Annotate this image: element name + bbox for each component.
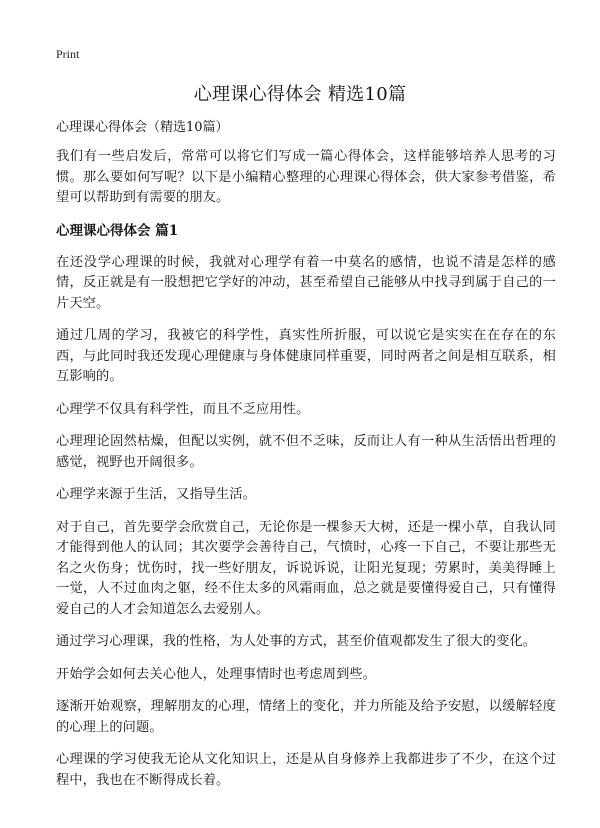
print-link[interactable]: Print bbox=[56, 47, 80, 61]
body-paragraph: 在还没学心理课的时候，我就对心理学有着一中莫名的感情，也说不清是怎样的感情，反正就是有一股想把它学好的冲动，甚至希望自己能够从中找寻到属于自己的一片天空。 bbox=[56, 254, 556, 311]
body-paragraph: 开始学会如何去关心他人，处理事情时也考虑周到些。 bbox=[56, 666, 377, 682]
body-paragraph: 心理学不仅具有科学性，而且不乏应用性。 bbox=[56, 401, 310, 417]
body-paragraph: 通过学习心理课，我的性格，为人处事的方式，甚至价值观都发生了很大的变化。 bbox=[56, 634, 537, 649]
intro-paragraph: 我们有一些启发后，常常可以将它们写成一篇心得体会，这样能够培养人思考的习惯。那么要如何写呢？以下是小编精心整理的心理课心得体会，供大家参考借鉴，希望可以帮助到有需要的朋友。 bbox=[56, 149, 556, 205]
document-body bbox=[56, 118, 556, 803]
document-title: 心理课心得体会 精选10篇 bbox=[193, 84, 407, 105]
body-paragraph: 通过几周的学习，我被它的科学性，真实性所折服，可以说它是实实在在存在的东西，与此同时我还发现心理健康与身体健康同样重要，同时两者之间是相互联系，相互影响的。 bbox=[56, 328, 556, 384]
body-paragraph: 心理理论固然枯燥，但配以实例，就不但不乏味，反而让人有一种从生活悟出哲理的感觉，视野也开阔很多。 bbox=[56, 434, 556, 470]
body-paragraph: 逐渐开始观察，理解朋友的心理，情绪上的变化，并力所能及给予安慰，以缓解轻度的心理上的问题。 bbox=[56, 699, 556, 735]
document-subtitle: 心理课心得体会（精选10篇） bbox=[56, 120, 229, 135]
body-paragraph: 对于自己，首先要学会欣赏自己，无论你是一棵参天大树，还是一棵小草，自我认同才能得到他人的认同；其次要学会善待自己，气愤时，心疼一下自己，不要让那些无名之火伤身；忧伤时，找一些好朋友，诉说诉说，让阳光复现；劳累时，美美得睡上一觉，人不过血肉之躯，经不住太多的风霜雨血，总之就是要懂得爱自己，只有懂得爱自己的人才会知道怎么去爱别人。 bbox=[56, 519, 556, 617]
body-paragraph: 心理学来源于生活，又指导生活。 bbox=[56, 487, 257, 502]
body-paragraph: 心理课的学习使我无论从文化知识上，还是从自身修养上我都进步了不少，在这个过程中，我也在不断得成长着。 bbox=[56, 752, 556, 788]
section-heading: 心理课心得体会 篇1 bbox=[56, 222, 179, 239]
